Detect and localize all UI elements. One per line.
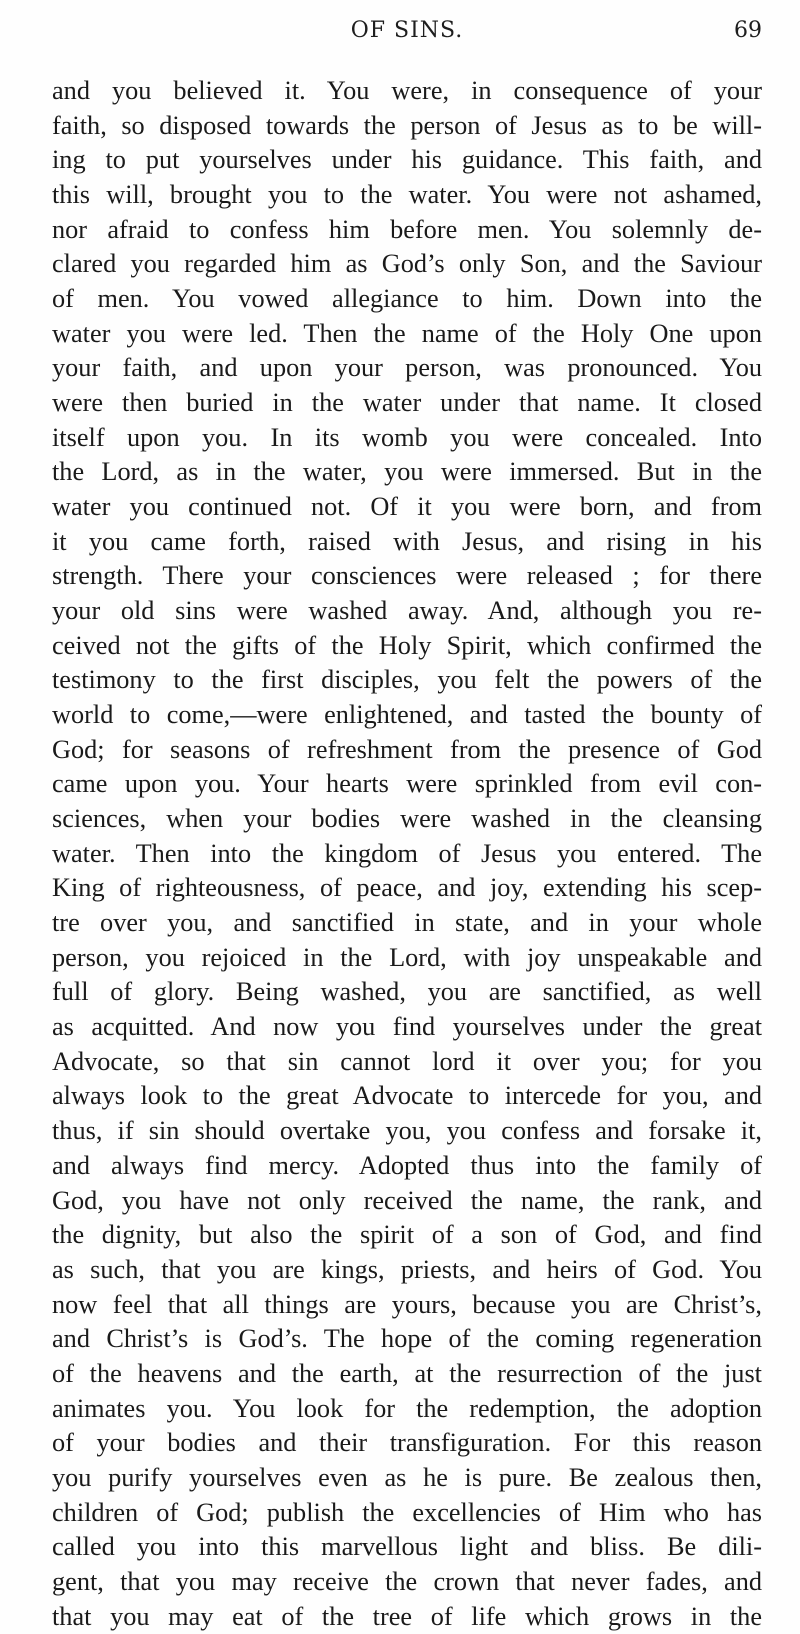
text-line: Advocate, so that sin cannot lord it over you; for you [52, 1046, 762, 1076]
text-line: ing to put yourselves under his guidance. This faith, and [52, 145, 762, 175]
text-line: as such, that you are kings, priests, and heirs of God. You [52, 1254, 762, 1284]
text-line: full of glory. Being washed, you are sanctified, as well [52, 977, 762, 1007]
text-line: and you believed it. You were, in consequence of your [52, 76, 762, 105]
text-line: it you came forth, raised with Jesus, and rising in his [52, 526, 762, 556]
text-line: children of God; publish the excellencies of Him who has [52, 1497, 762, 1527]
text-line: King of righteousness, of peace, and joy, extending his scep- [52, 873, 762, 903]
text-line: the dignity, but also the spirit of a son of God, and find [52, 1220, 762, 1250]
text-line: gent, that you may receive the crown that never fades, and [52, 1566, 762, 1596]
text-line: God; for seasons of refreshment from the presence of God [52, 734, 762, 764]
text-line: came upon you. Your hearts were sprinkled from evil con- [52, 769, 762, 799]
text-line: animates you. You look for the redemption, the adoption [52, 1393, 762, 1423]
text-line: water you were led. Then the name of the Holy One upon [52, 318, 762, 348]
text-line: nor afraid to confess him before men. You solemnly de- [52, 214, 762, 244]
body-text [52, 74, 762, 1634]
running-title: OF SINS. [350, 18, 464, 43]
text-line: testimony to the first disciples, you felt the powers of the [52, 665, 762, 695]
text-line: tre over you, and sanctified in state, and in your whole [52, 908, 762, 938]
text-line: that you may eat of the tree of life which grows in the [52, 1601, 762, 1631]
text-line: clared you regarded him as God’s only Son, and the Saviour [52, 249, 762, 279]
text-line: this will, brought you to the water. You were not ashamed, [52, 180, 762, 210]
text-line: strength. There your consciences were released ; for there [52, 561, 762, 591]
text-line: were then buried in the water under that name. It closed [52, 388, 762, 418]
text-line: and always find mercy. Adopted thus into the family of [52, 1150, 762, 1180]
text-line: of men. You vowed allegiance to him. Down into the [52, 284, 762, 314]
text-line: sciences, when your bodies were washed in the cleansing [52, 804, 762, 834]
text-line: world to come,—were enlightened, and tasted the bounty of [52, 700, 762, 730]
text-line: as acquitted. And now you find yourselves under the great [52, 1012, 762, 1042]
text-line: thus, if sin should overtake you, you confess and forsake it, [52, 1116, 762, 1146]
text-line: ceived not the gifts of the Holy Spirit, which confirmed the [52, 630, 762, 660]
text-line: faith, so disposed towards the person of Jesus as to be will- [52, 110, 762, 140]
text-line: your old sins were washed away. And, although you re- [52, 596, 762, 626]
text-line: itself upon you. In its womb you were concealed. Into [52, 422, 762, 452]
text-line: person, you rejoiced in the Lord, with joy unspeakable and [52, 942, 762, 972]
text-line: water you continued not. Of it you were born, and from [52, 492, 762, 522]
text-line: water. Then into the kingdom of Jesus you entered. The [52, 838, 762, 868]
text-line: God, you have not only received the name, the rank, and [52, 1185, 762, 1215]
text-line: of the heavens and the earth, at the resurrection of the just [52, 1358, 762, 1388]
text-line: now feel that all things are yours, because you are Christ’s, [52, 1289, 762, 1319]
text-line: of your bodies and their transfiguration. For this reason [52, 1428, 762, 1458]
text-line: you purify yourselves even as he is pure. Be zealous then, [52, 1462, 762, 1492]
text-line: and Christ’s is God’s. The hope of the coming regeneration [52, 1324, 762, 1354]
page-number: 69 [734, 18, 762, 43]
text-line: always look to the great Advocate to intercede for you, and [52, 1081, 762, 1111]
text-line: your faith, and upon your person, was pronounced. You [52, 353, 762, 383]
text-line: called you into this marvellous light and bliss. Be dili- [52, 1532, 762, 1562]
text-line: the Lord, as in the water, you were immersed. But in the [52, 457, 762, 487]
running-head [52, 18, 762, 48]
